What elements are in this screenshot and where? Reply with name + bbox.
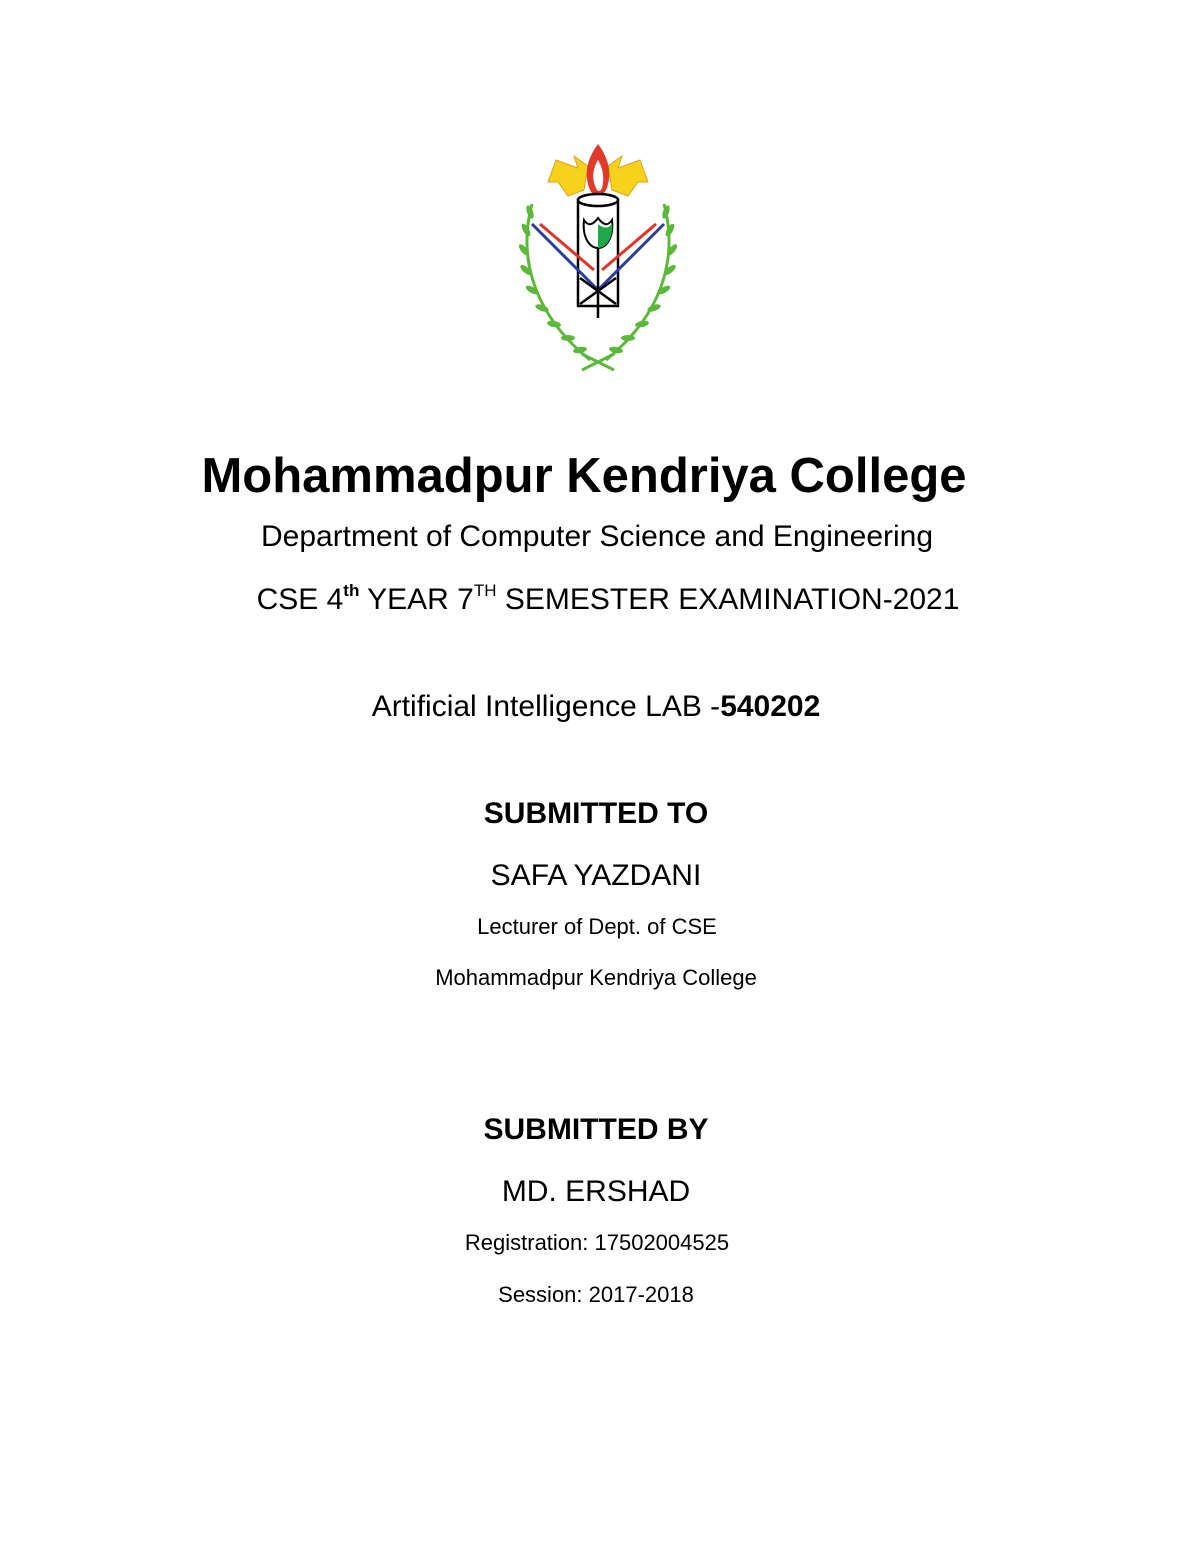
student-session: Session: 2017-2018 [498, 1282, 694, 1307]
student-name: MD. ERSHAD [501, 1175, 691, 1208]
teacher-institution: Mohammadpur Kendriya College [435, 965, 757, 990]
course-name: Artificial Intelligence LAB - [371, 690, 721, 723]
teacher-designation: Lecturer of Dept. of CSE [477, 914, 717, 939]
student-registration: Registration: 17502004525 [464, 1230, 730, 1255]
course-code: 540202 [720, 690, 821, 723]
course-title [0, 690, 1196, 724]
semester-suffix: TH [473, 581, 497, 600]
college-name: Mohammadpur Kendriya College [201, 449, 967, 503]
submitted-to-heading: SUBMITTED TO [483, 797, 709, 830]
exam-rest: SEMESTER EXAMINATION-2021 [496, 583, 960, 616]
college-logo [518, 138, 678, 374]
exam-prefix: CSE 4 [256, 583, 344, 616]
year-suffix: th [343, 581, 360, 600]
exam-title [8, 583, 1200, 617]
submitted-by-heading: SUBMITTED BY [483, 1113, 709, 1146]
department-name: Department of Computer Science and Engineering [260, 520, 934, 553]
exam-middle: YEAR 7 [359, 583, 474, 616]
teacher-name: SAFA YAZDANI [490, 859, 702, 892]
